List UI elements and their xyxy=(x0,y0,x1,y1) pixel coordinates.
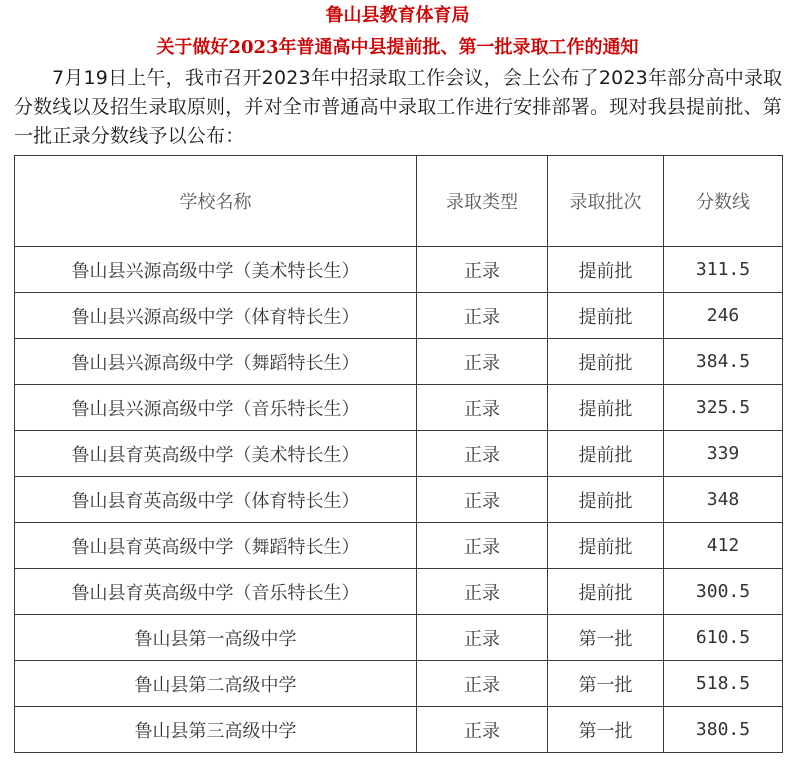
score-line-cell: 311.5 xyxy=(664,247,783,293)
admission-batch-cell: 第一批 xyxy=(548,661,664,707)
admission-type-cell: 正录 xyxy=(417,293,548,339)
score-line-cell: 348 xyxy=(664,477,783,523)
score-line-cell: 384.5 xyxy=(664,339,783,385)
table-row xyxy=(15,615,783,661)
admission-batch-cell: 提前批 xyxy=(548,247,664,293)
school-name-cell: 鲁山县第三高级中学 xyxy=(15,707,417,753)
admission-type-cell: 正录 xyxy=(417,385,548,431)
table-row xyxy=(15,661,783,707)
admission-score-table xyxy=(14,155,783,753)
score-line-cell: 610.5 xyxy=(664,615,783,661)
school-name-cell: 鲁山县兴源高级中学（舞蹈特长生） xyxy=(15,339,417,385)
admission-batch-cell: 提前批 xyxy=(548,523,664,569)
admission-batch-cell: 提前批 xyxy=(548,293,664,339)
admission-type-cell: 正录 xyxy=(417,477,548,523)
header-admission-batch: 录取批次 xyxy=(548,156,664,247)
header-school-name: 学校名称 xyxy=(15,156,417,247)
school-name-cell: 鲁山县育英高级中学（音乐特长生） xyxy=(15,569,417,615)
school-name-cell: 鲁山县育英高级中学（美术特长生） xyxy=(15,431,417,477)
table-row xyxy=(15,431,783,477)
header-admission-type: 录取类型 xyxy=(417,156,548,247)
score-line-cell: 325.5 xyxy=(664,385,783,431)
table-row xyxy=(15,523,783,569)
admission-batch-cell: 第一批 xyxy=(548,615,664,661)
notice-title: 关于做好2023年普通高中县提前批、第一批录取工作的通知 xyxy=(156,37,639,58)
admission-batch-cell: 提前批 xyxy=(548,385,664,431)
admission-batch-cell: 提前批 xyxy=(548,569,664,615)
admission-type-cell: 正录 xyxy=(417,661,548,707)
table-row xyxy=(15,247,783,293)
admission-type-cell: 正录 xyxy=(417,615,548,661)
score-line-cell: 518.5 xyxy=(664,661,783,707)
school-name-cell: 鲁山县兴源高级中学（体育特长生） xyxy=(15,293,417,339)
school-name-cell: 鲁山县兴源高级中学（音乐特长生） xyxy=(15,385,417,431)
admission-batch-cell: 提前批 xyxy=(548,431,664,477)
table-row xyxy=(15,339,783,385)
table-row xyxy=(15,477,783,523)
score-line-cell: 339 xyxy=(664,431,783,477)
table-row xyxy=(15,293,783,339)
table-row xyxy=(15,569,783,615)
header-score-line: 分数线 xyxy=(664,156,783,247)
admission-type-cell: 正录 xyxy=(417,523,548,569)
score-line-cell: 300.5 xyxy=(664,569,783,615)
school-name-cell: 鲁山县第二高级中学 xyxy=(15,661,417,707)
intro-paragraph: 7月19日上午，我市召开2023年中招录取工作会议，会上公布了2023年部分高中录取分数线以及招生录取原则，并对全市普通高中录取工作进行安排部署。现对我县提前批、第一批正录分数线予以公布： xyxy=(14,67,783,147)
table-row xyxy=(15,385,783,431)
admission-type-cell: 正录 xyxy=(417,247,548,293)
admission-type-cell: 正录 xyxy=(417,431,548,477)
admission-batch-cell: 提前批 xyxy=(548,477,664,523)
admission-type-cell: 正录 xyxy=(417,339,548,385)
table-header-row xyxy=(15,156,783,247)
school-name-cell: 鲁山县兴源高级中学（美术特长生） xyxy=(15,247,417,293)
admission-type-cell: 正录 xyxy=(417,569,548,615)
score-line-cell: 246 xyxy=(664,293,783,339)
admission-batch-cell: 第一批 xyxy=(548,707,664,753)
issuing-organization: 鲁山县教育体育局 xyxy=(325,5,470,26)
table-row xyxy=(15,707,783,753)
score-line-cell: 412 xyxy=(664,523,783,569)
admission-batch-cell: 提前批 xyxy=(548,339,664,385)
score-line-cell: 380.5 xyxy=(664,707,783,753)
school-name-cell: 鲁山县育英高级中学（舞蹈特长生） xyxy=(15,523,417,569)
school-name-cell: 鲁山县第一高级中学 xyxy=(15,615,417,661)
school-name-cell: 鲁山县育英高级中学（体育特长生） xyxy=(15,477,417,523)
admission-type-cell: 正录 xyxy=(417,707,548,753)
